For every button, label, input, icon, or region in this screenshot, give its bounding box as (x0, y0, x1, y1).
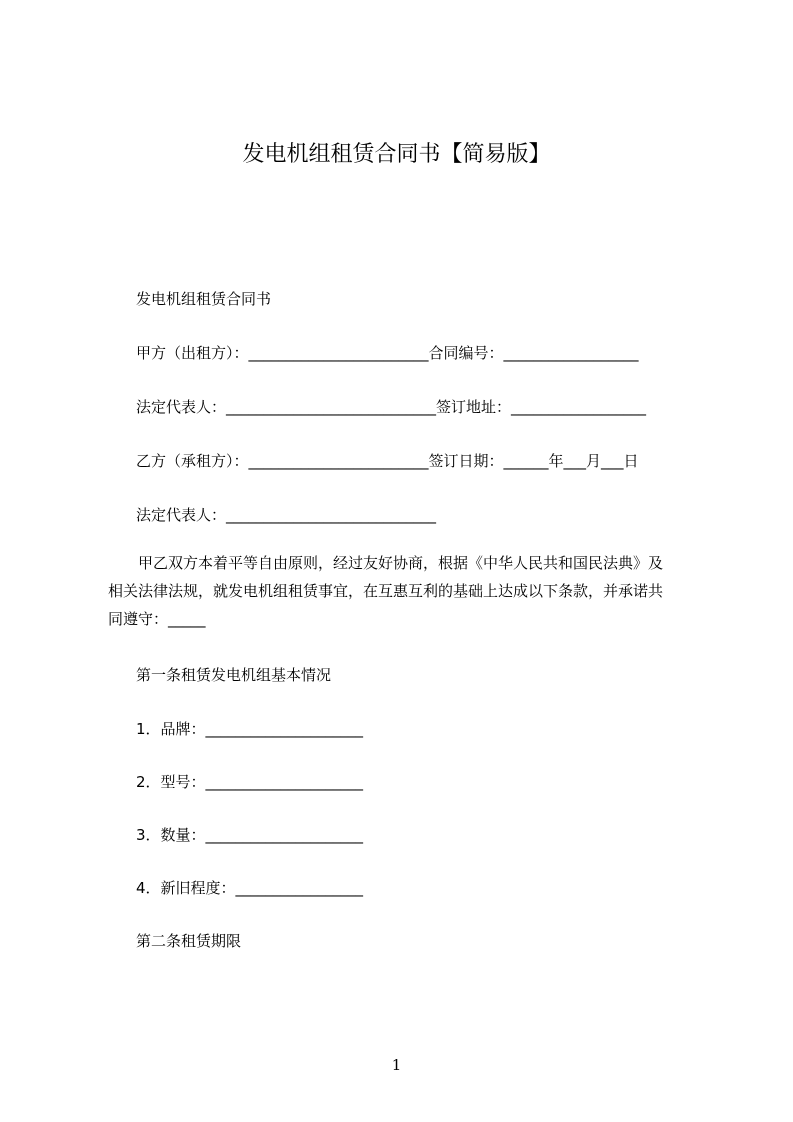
article-1-item-quantity: 3．数量：_____________________ (136, 826, 364, 844)
preamble-line-3: 同遵守：_____ (108, 610, 206, 628)
party-b-line: 乙方（承租方）：________________________签订日期：______年___月___日 (136, 452, 639, 470)
document-title: 发电机组租赁合同书【简易版】 (242, 142, 551, 167)
party-a-line: 甲方（出租方）：________________________合同编号：__________________ (136, 344, 639, 362)
party-b-representative-line: 法定代表人：____________________________ (136, 506, 437, 524)
page-number: 1 (391, 1056, 402, 1074)
article-2-heading: 第二条租赁期限 (136, 932, 242, 950)
party-a-representative-line: 法定代表人：____________________________签订地址：__________________ (136, 398, 647, 416)
contract-subtitle: 发电机组租赁合同书 (136, 290, 272, 308)
article-1-item-condition: 4．新旧程度：_________________ (136, 879, 364, 897)
preamble-line-2: 相关法律法规，就发电机组租赁事宜，在互惠互利的基础上达成以下条款，并承诺共 (108, 582, 664, 600)
article-1-heading: 第一条租赁发电机组基本情况 (136, 666, 332, 684)
article-1-item-brand: 1．品牌：_____________________ (136, 720, 364, 738)
article-1-item-model: 2．型号：_____________________ (136, 773, 364, 791)
preamble-line-1: 甲乙双方本着平等自由原则，经过友好协商，根据《中华人民共和国民法典》及 (138, 554, 664, 572)
preamble-paragraph (108, 552, 708, 630)
